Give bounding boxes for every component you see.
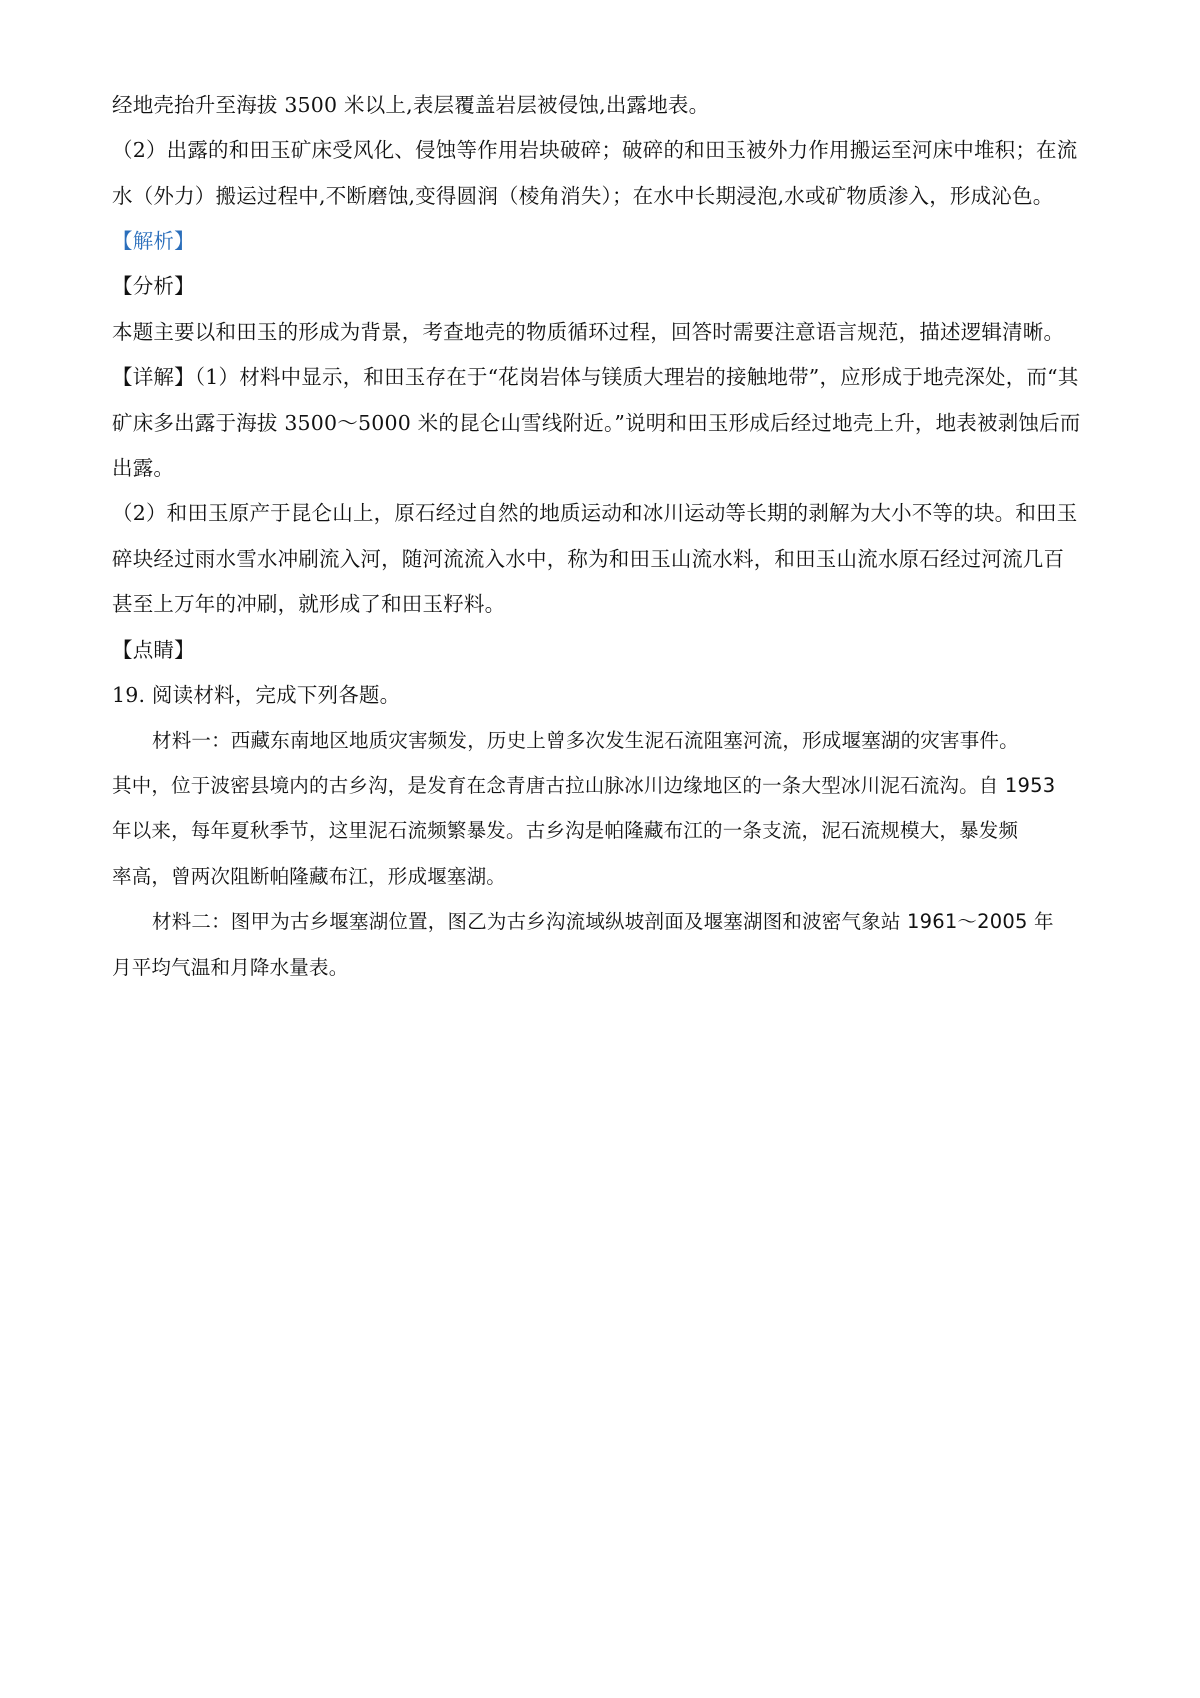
fenxi-text: 本题主要以和田玉的形成为背景，考查地壳的物质循环过程，回答时需要注意语言规范，描述逻辑清晰。 [112,320,1065,344]
material-1-line-1: 材料一：西藏东南地区地质灾害频发，历史上曾多次发生泥石流阻塞河流，形成堰塞湖的灾害事件。 [152,729,1019,752]
material-2-line-1: 材料二：图甲为古乡堰塞湖位置，图乙为古乡沟流域纵坡剖面及堰塞湖图和波密气象站 1961～2005 年 [152,910,1054,933]
material-1-line-4: 率高，曾两次阻断帕隆藏布江，形成堰塞湖。 [112,865,507,888]
dianjing-label: 【点睛】 [112,638,195,662]
detail-line-1: 【详解】（1）材料中显示，和田玉存在于“花岗岩体与镁质大理岩的接触地带”，应形成于地壳深处，而“其 [112,365,1079,389]
detail2-line-3: 甚至上万年的冲刷，就形成了和田玉籽料。 [112,592,506,616]
material-2-line-2: 月平均气温和月降水量表。 [112,956,349,979]
analysis-label: 【解析】 [112,229,195,253]
answer-line-1: 经地壳抬升至海拔 3500 米以上,表层覆盖岩层被侵蚀,出露地表。 [112,93,710,117]
detail2-line-1: （2）和田玉原产于昆仑山上，原石经过自然的地质运动和冰川运动等长期的剥解为大小不等的块。和田玉 [112,501,1078,525]
material-1-line-2: 其中，位于波密县境内的古乡沟，是发育在念青唐古拉山脉冰川边缘地区的一条大型冰川泥石流沟。自 1953 [112,774,1056,797]
detail-line-2: 矿床多出露于海拔 3500～5000 米的昆仑山雪线附近。”说明和田玉形成后经过地壳上升，地表被剥蚀后而 [112,411,1081,435]
detail2-line-2: 碎块经过雨水雪水冲刷流入河，随河流流入水中，称为和田玉山流水料，和田玉山流水原石经过河流几百 [112,547,1065,571]
answer-line-3: 水（外力）搬运过程中,不断磨蚀,变得圆润（棱角消失）；在水中长期浸泡,水或矿物质渗入，形成沁色。 [112,184,1054,208]
question-19-stem: 19. 阅读材料，完成下列各题。 [112,683,401,707]
answer-line-2: （2）出露的和田玉矿床受风化、侵蚀等作用岩块破碎；破碎的和田玉被外力作用搬运至河床中堆积；在流 [112,138,1078,162]
material-1-line-3: 年以来，每年夏秋季节，这里泥石流频繁暴发。古乡沟是帕隆藏布江的一条支流，泥石流规模大，暴发频 [112,819,1019,842]
detail-line-3: 出露。 [112,456,175,480]
fenxi-label: 【分析】 [112,274,195,298]
